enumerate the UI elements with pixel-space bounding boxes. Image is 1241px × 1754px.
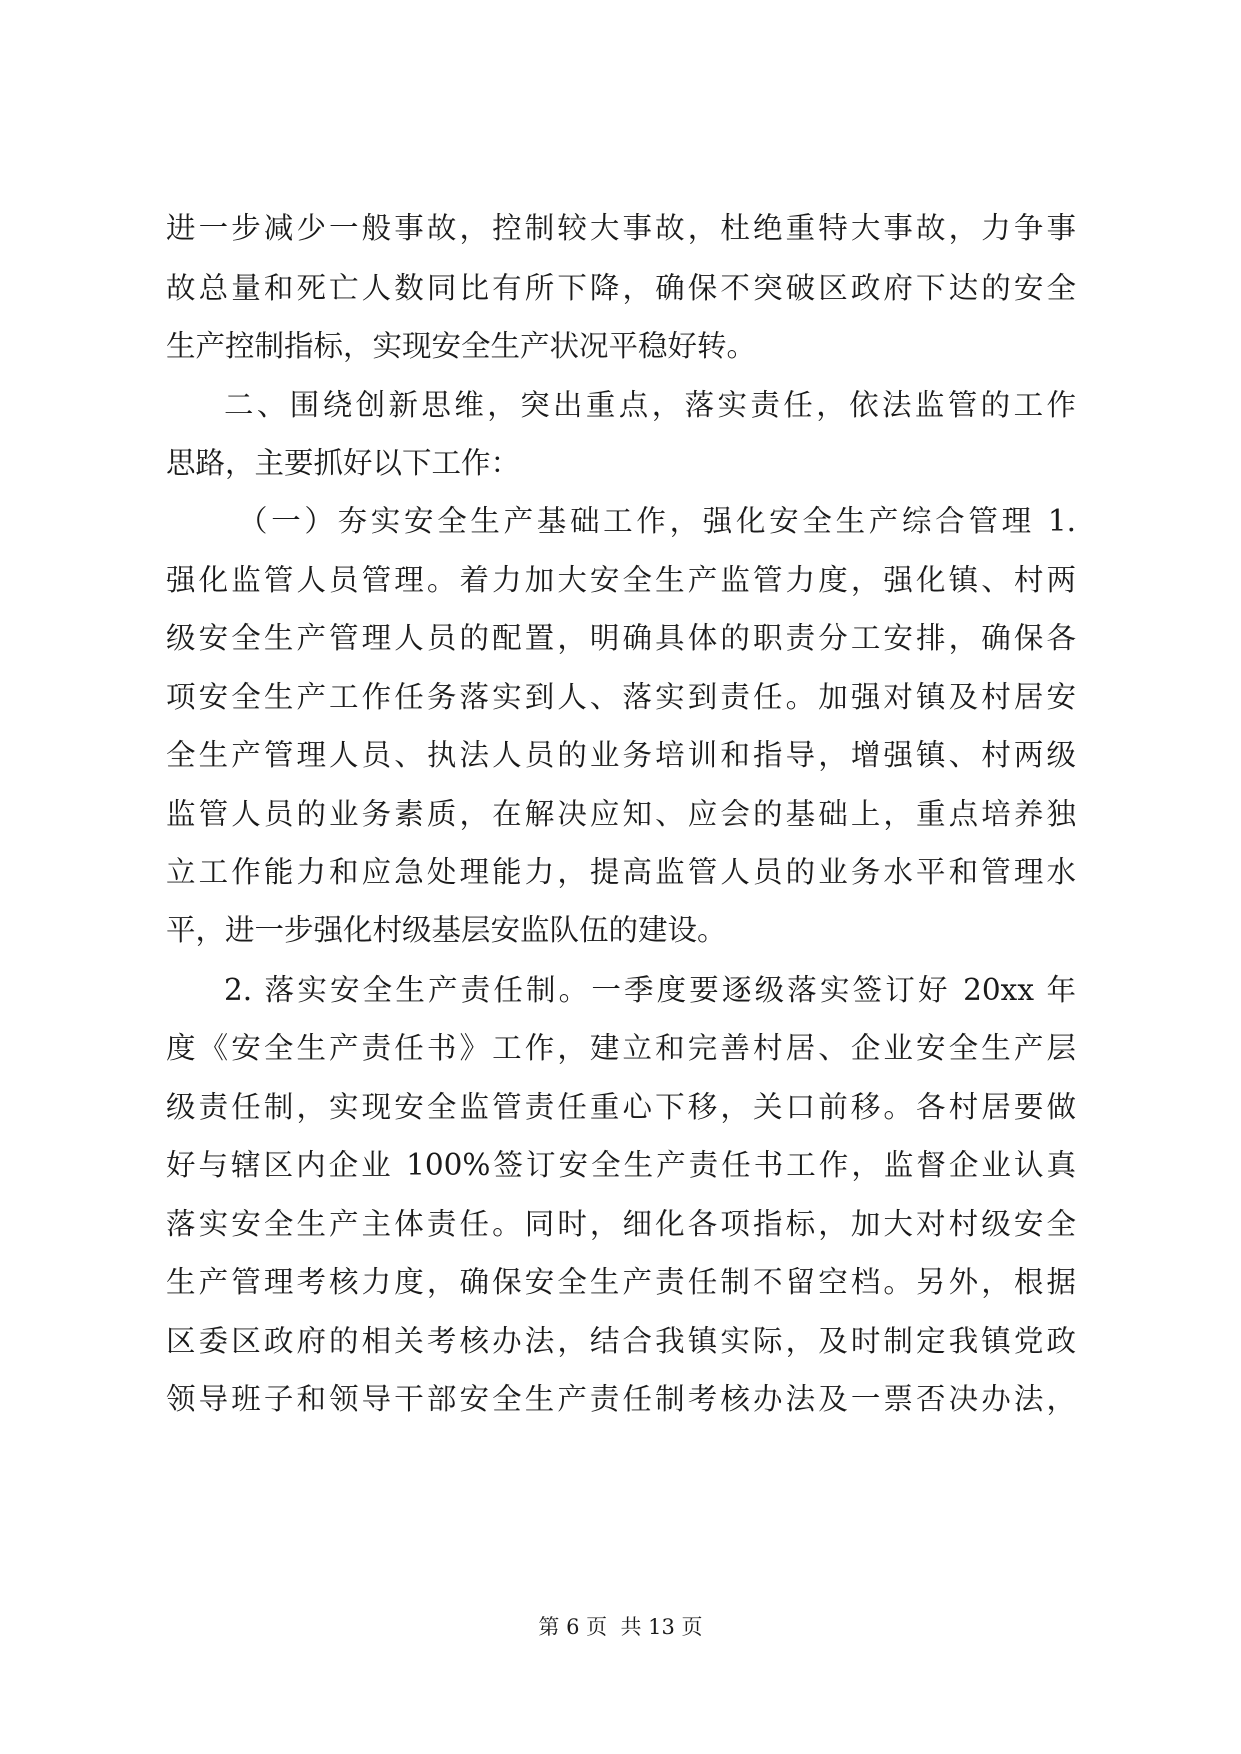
body-text-line: 级安全生产管理人员的配置，明确具体的职责分工安排，确保各 (166, 621, 1076, 655)
body-text-line: 项安全生产工作任务落实到人、落实到责任。加强对镇及村居安 (166, 680, 1076, 714)
subsection-heading-line: （一）夯实安全生产基础工作，强化安全生产综合管理 1. (238, 504, 1076, 538)
body-text-line: 全生产管理人员、执法人员的业务培训和指导，增强镇、村两级 (166, 738, 1076, 772)
body-text-line: 级责任制，实现安全监管责任重心下移，关口前移。各村居要做 (166, 1090, 1076, 1124)
body-text-line: 故总量和死亡人数同比有所下降，确保不突破区政府下达的安全 (166, 271, 1076, 305)
body-text-line: 好与辖区内企业 100%签订安全生产责任书工作，监督企业认真 (166, 1148, 1076, 1182)
page-number-footer: 第 6 页 共 13 页 (538, 1615, 703, 1639)
section-heading-line: 二、围绕创新思维，突出重点，落实责任，依法监管的工作 (224, 388, 1076, 422)
body-text-line: 生产控制指标，实现安全生产状况平稳好转。 (166, 329, 757, 363)
body-text-line: 生产管理考核力度，确保安全生产责任制不留空档。另外，根据 (166, 1265, 1076, 1299)
section-heading-line: 思路，主要抓好以下工作： (166, 446, 521, 480)
body-text-line: 度《安全生产责任书》工作，建立和完善村居、企业安全生产层 (166, 1031, 1076, 1065)
body-text-line: 平，进一步强化村级基层安监队伍的建设。 (166, 913, 727, 947)
body-text-line: 落实安全生产主体责任。同时，细化各项指标，加大对村级安全 (166, 1207, 1076, 1241)
body-text-line: 强化监管人员管理。着力加大安全生产监管力度，强化镇、村两 (166, 563, 1076, 597)
body-text-line: 进一步减少一般事故，控制较大事故，杜绝重特大事故，力争事 (166, 211, 1076, 245)
body-text-line: 立工作能力和应急处理能力，提高监管人员的业务水平和管理水 (166, 855, 1076, 889)
body-text-line: 领导班子和领导干部安全生产责任制考核办法及一票否决办法， (166, 1382, 1076, 1416)
body-text-line: 区委区政府的相关考核办法，结合我镇实际，及时制定我镇党政 (166, 1324, 1076, 1358)
numbered-item-line: 2. 落实安全生产责任制。一季度要逐级落实签订好 20xx 年 (224, 973, 1076, 1007)
body-text-line: 监管人员的业务素质，在解决应知、应会的基础上，重点培养独 (166, 797, 1076, 831)
